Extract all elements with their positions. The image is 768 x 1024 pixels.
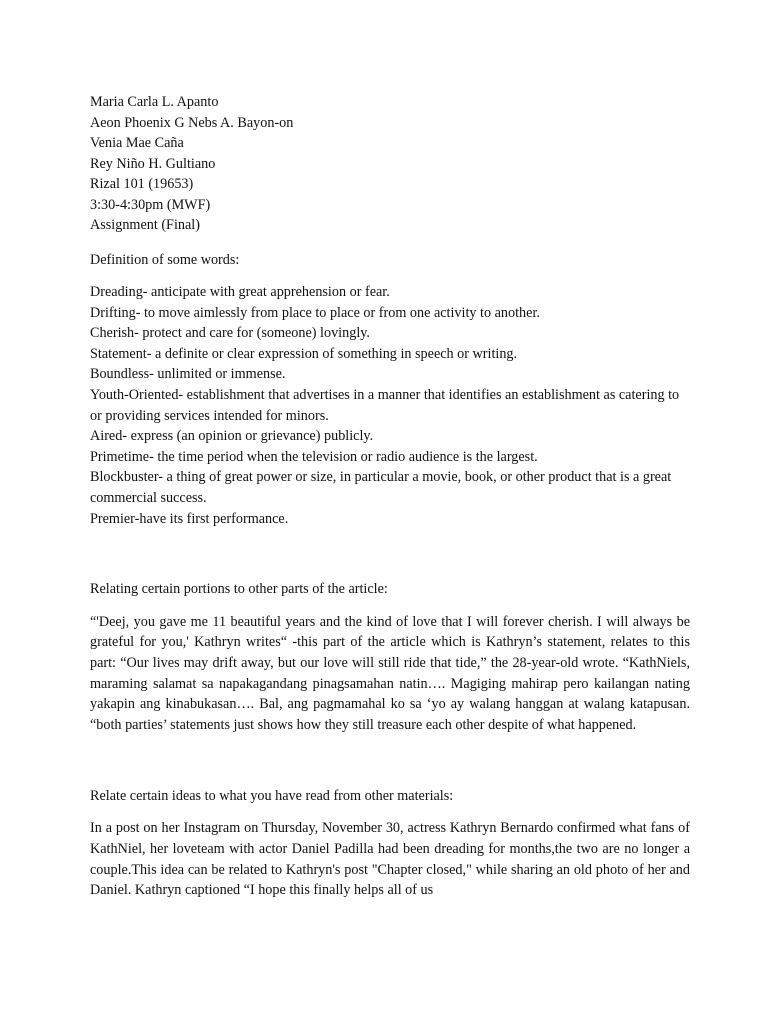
course-code: Rizal 101 (19653) [90,176,194,192]
relate-materials-paragraph: In a post on her Instagram on Thursday, November 30, actress Kathryn Bernardo confirmed what fans of KathNiel, her loveteam with actor Daniel Padilla had been dreading for months,the two are no longer a couple.This idea can be related to Kathryn's post "Chapter closed," while sharing an old photo of her and Daniel. Kathryn captioned “I hope this finally helps all of us [90,820,690,899]
author-name-1: Maria Carla L. Apanto [90,94,219,110]
definition-item: Blockbuster- a thing of great power or size, in particular a movie, book, or other product that is a great commercial success. [90,469,672,506]
relating-heading: Relating certain portions to other parts of the article: [90,581,388,598]
definition-item: Aired- express (an opinion or grievance) publicly. [90,428,374,445]
author-name-3: Venia Mae Caña [90,135,184,151]
definition-item: Dreading- anticipate with great apprehension or fear. [90,284,390,300]
definition-item: Cherish- protect and care for (someone) lovingly. [90,325,370,342]
definition-item: Primetime- the time period when the television or radio audience is the largest. [90,448,538,465]
class-schedule: 3:30-4:30pm (MWF) [90,196,211,213]
document-page [90,92,690,901]
definition-item: Boundless- unlimited or immense. [90,366,286,383]
author-header [90,92,690,236]
definition-item: Premier-have its first performance. [90,510,289,527]
definitions-list [90,282,690,529]
relating-paragraph: “'Deej, you gave me 11 beautiful years and the kind of love that I will forever cherish. I will always be grateful for you,' Kathryn writes“ -this part of the article which is Kathryn’s statement, relates to this part: “Our lives may drift away, but our love will still ride that tide,” the 28-year-old wrote. “KathNiels, maraming salamat sa napakagandang pinagsamahan natin…. Magiging mahirap pero kailangan nating yakapin ang kinabukasan…. Bal, ang pagmamahal ko sa ‘yo ay walang hanggan at walang katapusan. “both parties’ statements just shows how they still treasure each other despite of what happened. [90,613,690,734]
definitions-heading: Definition of some words: [90,251,240,268]
author-name-2: Aeon Phoenix G Nebs A. Bayon-on [90,114,294,131]
definition-item: Youth-Oriented- establishment that advertises in a manner that identifies an establishment as catering to or providing services intended for minors. [90,386,680,424]
author-name-4: Rey Niño H. Gultiano [90,155,216,172]
relate-materials-heading: Relate certain ideas to what you have read from other materials: [90,787,454,804]
definition-item: Drifting- to move aimlessly from place to place or from one activity to another. [90,304,540,321]
definition-item: Statement- a definite or clear expression of something in speech or writing. [90,345,518,362]
assignment-label: Assignment (Final) [90,217,200,233]
